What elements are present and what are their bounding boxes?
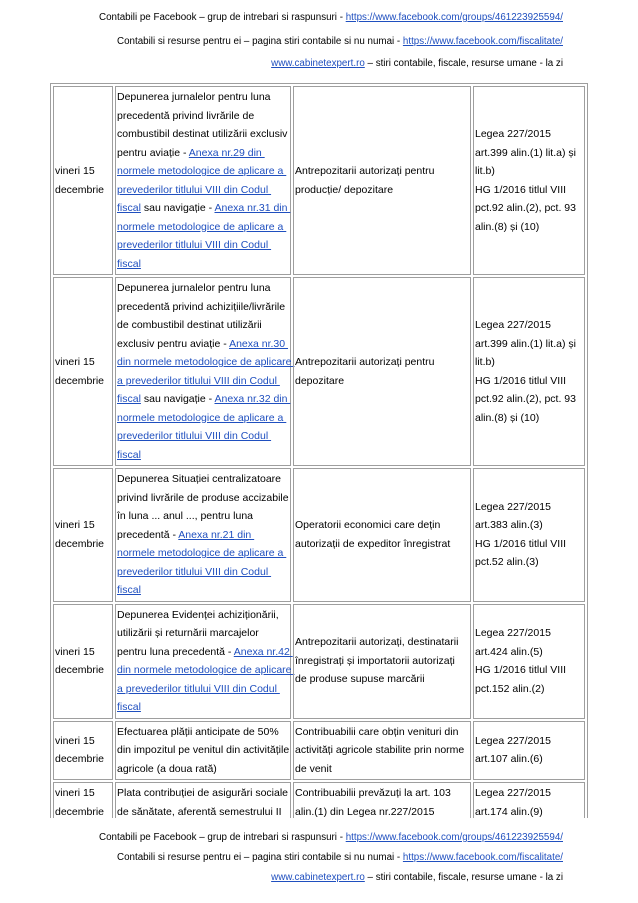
header-facebook-group-link[interactable]: https://www.facebook.com/groups/461223925594/ xyxy=(345,12,563,23)
legal-basis-line: Legea 227/2015 xyxy=(475,500,551,513)
legal-basis-cell xyxy=(473,604,585,719)
obligation-line xyxy=(117,353,295,372)
legal-basis-line: lit.b) xyxy=(475,165,495,177)
annex-link[interactable]: a prevederilor titlului VIII din Codul xyxy=(117,682,280,695)
obligation-line xyxy=(117,236,289,255)
annex-link[interactable]: prevederilor titlului VIII din Codul xyxy=(117,565,272,578)
obligation-cell xyxy=(115,782,291,818)
deadline-table xyxy=(50,83,588,818)
legal-basis-line: pct.152 alin.(2) xyxy=(475,682,545,695)
deadline-table-viewport xyxy=(50,83,588,818)
taxpayers-line: Contribuabilii care obțin venituri din xyxy=(295,725,459,738)
legal-basis-line: art.424 alin.(5) xyxy=(475,645,543,658)
date-line: decembrie xyxy=(55,664,105,676)
obligation-line: Depunerea Evidenței achiziționării, xyxy=(117,608,279,621)
date-cell xyxy=(53,782,113,818)
taxpayers-cell xyxy=(293,277,471,466)
taxpayers-line: depozitare xyxy=(295,374,345,387)
obligation-line xyxy=(117,544,289,563)
obligation-line xyxy=(117,335,289,354)
taxpayers-line: Antrepozitarii autorizați pentru xyxy=(295,165,435,177)
annex-link[interactable]: normele metodologice de aplicare a xyxy=(117,220,287,233)
obligation-line: în luna ... anul ..., pentru luna xyxy=(117,510,254,522)
date-line: decembrie xyxy=(55,537,105,550)
obligation-line xyxy=(117,698,289,717)
obligation-line xyxy=(117,255,289,274)
legal-basis-line: art.174 alin.(9) xyxy=(475,805,543,818)
date-cell xyxy=(53,468,113,602)
obligation-line xyxy=(117,218,289,237)
obligation-line: combustibil destinat utilizării exclusiv xyxy=(117,128,288,140)
footer-facebook-page-line xyxy=(0,852,563,864)
obligation-line xyxy=(117,680,289,699)
date-line: vineri 15 xyxy=(55,787,95,799)
obligation-text: exclusiv pentru aviație - xyxy=(117,337,230,350)
obligation-line: privind livrările de produse accizabile xyxy=(117,491,289,504)
footer-facebook-page-text: Contabili si resurse pentru ei – pagina stiri contabile si nu numai - xyxy=(117,852,403,863)
table-row xyxy=(53,86,585,275)
annex-link[interactable]: Anexa nr.21 din xyxy=(178,528,255,541)
obligation-line xyxy=(117,144,289,163)
obligation-line: Depunerea jurnalelor pentru luna xyxy=(117,282,271,294)
legal-basis-line: art.383 alin.(3) xyxy=(475,519,543,532)
obligation-line xyxy=(117,661,295,680)
obligation-line xyxy=(117,446,289,465)
date-line: decembrie xyxy=(55,805,105,818)
annex-link[interactable]: normele metodologice de aplicare a xyxy=(117,547,287,559)
legal-basis-line: Legea 227/2015 xyxy=(475,319,551,331)
obligation-line xyxy=(117,181,289,200)
legal-basis-line: HG 1/2016 titlul VIII xyxy=(475,664,567,676)
obligation-line xyxy=(117,162,289,181)
footer-facebook-group-line xyxy=(0,832,563,844)
taxpayers-cell xyxy=(293,721,471,781)
annex-link[interactable]: prevederilor titlului VIII din Codul xyxy=(117,183,272,196)
table-row xyxy=(53,277,585,466)
obligation-cell xyxy=(115,468,291,602)
obligation-cell xyxy=(115,604,295,719)
legal-basis-cell xyxy=(473,721,585,781)
annex-link[interactable]: Anexa nr.30 xyxy=(229,337,289,350)
legal-basis-line: HG 1/2016 titlul VIII xyxy=(475,183,567,196)
annex-link[interactable]: Anexa nr.42 xyxy=(233,645,293,658)
obligation-line xyxy=(117,372,289,391)
taxpayers-line: producție/ depozitare xyxy=(295,183,394,196)
taxpayers-line: autorizații de expeditor înregistrat xyxy=(295,537,451,550)
date-line: vineri 15 xyxy=(55,734,95,747)
date-line: vineri 15 xyxy=(55,645,95,658)
footer-facebook-group-text: Contabili pe Facebook – grup de intrebari si raspunsuri - xyxy=(99,832,346,843)
obligation-line xyxy=(117,563,289,582)
date-cell xyxy=(53,86,113,275)
taxpayers-line: înregistrați și importatorii autorizați xyxy=(295,654,455,667)
legal-basis-line: pct.52 alin.(3) xyxy=(475,556,539,569)
taxpayers-cell xyxy=(293,86,471,275)
taxpayers-line: Operatorii economici care dețin xyxy=(295,519,441,532)
annex-link[interactable]: Anexa nr.31 din xyxy=(214,202,291,214)
header-facebook-page-text: Contabili si resurse pentru ei – pagina stiri contabile si nu numai - xyxy=(117,36,403,47)
obligation-text: sau navigație - xyxy=(140,202,215,214)
annex-link[interactable]: normele metodologice de aplicare a xyxy=(117,411,287,424)
obligation-line xyxy=(117,581,289,600)
annex-link[interactable]: prevederilor titlului VIII din Codul xyxy=(117,239,272,251)
taxpayers-line: de produse supuse marcării xyxy=(295,673,425,686)
footer-facebook-group-link[interactable]: https://www.facebook.com/groups/461223925594/ xyxy=(345,832,563,843)
table-row xyxy=(53,721,585,781)
taxpayers-cell xyxy=(293,782,471,818)
date-cell xyxy=(53,721,113,781)
obligation-line xyxy=(117,643,293,662)
footer-website-link[interactable]: www.cabinetexpert.ro xyxy=(271,872,365,883)
legal-basis-line: alin.(8) și (10) xyxy=(475,411,540,424)
date-line: decembrie xyxy=(55,374,105,387)
date-line: vineri 15 xyxy=(55,519,95,532)
taxpayers-line: Antrepozitarii autorizați pentru xyxy=(295,356,435,368)
legal-basis-line: pct.92 alin.(2), pct. 93 xyxy=(475,202,576,214)
legal-basis-line: art.107 alin.(6) xyxy=(475,753,543,766)
obligation-cell xyxy=(115,721,291,781)
obligation-line: precedentă privind achizițiile/livrările xyxy=(117,300,286,313)
header-facebook-page-line xyxy=(0,36,563,48)
obligation-text: precedentă - xyxy=(117,528,179,541)
legal-basis-line: art.399 alin.(1) lit.a) și xyxy=(475,337,576,350)
annex-link[interactable]: prevederilor titlului VIII din Codul xyxy=(117,430,272,442)
date-line: vineri 15 xyxy=(55,356,95,368)
legal-basis-line: pct.92 alin.(2), pct. 93 xyxy=(475,393,576,405)
obligation-line xyxy=(117,526,289,545)
annex-link[interactable]: din normele metodologice de aplicare xyxy=(117,356,295,368)
obligation-line: Depunerea Situației centralizatoare xyxy=(117,473,282,485)
obligation-line: Depunerea jurnalelor pentru luna xyxy=(117,91,271,103)
date-line: vineri 15 xyxy=(55,165,95,177)
taxpayers-line: alin.(1) din Legea nr.227/2015 xyxy=(295,805,435,818)
date-cell xyxy=(53,604,113,719)
obligation-text: sau navigație - xyxy=(140,393,215,405)
annex-link[interactable]: a prevederilor titlului VIII din Codul xyxy=(117,374,280,387)
obligation-cell xyxy=(115,86,291,275)
legal-basis-line: Legea 227/2015 xyxy=(475,627,551,639)
annex-link[interactable]: fiscal xyxy=(117,701,141,713)
taxpayers-cell xyxy=(293,468,471,602)
obligation-line xyxy=(117,390,289,409)
annex-link[interactable]: fiscal xyxy=(117,257,141,270)
obligation-cell xyxy=(115,277,295,466)
date-line: decembrie xyxy=(55,753,105,766)
taxpayers-line: Antrepozitarii autorizați, destinatarii xyxy=(295,636,459,649)
legal-basis-line: lit.b) xyxy=(475,356,495,368)
header-website-link[interactable]: www.cabinetexpert.ro xyxy=(271,58,365,69)
legal-basis-line: Legea 227/2015 xyxy=(475,734,551,747)
annex-link[interactable]: Anexa nr.32 din xyxy=(214,393,291,405)
annex-link[interactable]: fiscal xyxy=(117,584,141,596)
header-facebook-group-text: Contabili pe Facebook – grup de intrebari si raspunsuri - xyxy=(99,12,346,23)
legal-basis-line: Legea 227/2015 xyxy=(475,128,551,140)
legal-basis-line: Legea 227/2015 xyxy=(475,787,551,799)
legal-basis-cell xyxy=(473,277,585,466)
obligation-line: din impozitul pe venitul din activitățile xyxy=(117,744,290,756)
annex-link[interactable]: Anexa nr.29 din xyxy=(188,146,265,159)
legal-basis-cell xyxy=(473,468,585,602)
legal-basis-cell xyxy=(473,86,585,275)
header-website-line xyxy=(0,58,563,70)
obligation-line: de combustibil destinat utilizării xyxy=(117,319,262,331)
obligation-line: agricole (a doua rată) xyxy=(117,762,217,775)
table-row xyxy=(53,604,585,719)
obligation-line xyxy=(117,199,289,218)
table-row xyxy=(53,468,585,602)
footer-facebook-page-link[interactable]: https://www.facebook.com/fiscalitate/ xyxy=(402,852,563,863)
legal-basis-line: HG 1/2016 titlul VIII xyxy=(475,537,567,550)
header-website-text: – stiri contabile, fiscale, resurse umane - la zi xyxy=(364,58,563,69)
taxpayers-line: de venit xyxy=(295,762,332,775)
taxpayers-line: activități agricole stabilite prin norme xyxy=(295,744,465,756)
date-line: decembrie xyxy=(55,183,105,196)
annex-link[interactable]: fiscal xyxy=(117,202,141,214)
obligation-line: Plata contribuției de asigurări sociale xyxy=(117,787,289,799)
table-row xyxy=(53,782,585,818)
obligation-line: Efectuarea plății anticipate de 50% xyxy=(117,725,279,738)
header-facebook-group-line xyxy=(0,12,563,24)
annex-link[interactable]: normele metodologice de aplicare a xyxy=(117,165,287,177)
obligation-line xyxy=(117,409,289,428)
obligation-line xyxy=(117,427,289,446)
taxpayers-cell xyxy=(293,604,471,719)
annex-link[interactable]: din normele metodologice de aplicare xyxy=(117,664,295,676)
obligation-text: pentru aviație - xyxy=(117,146,189,159)
obligation-line: utilizării și returnării marcajelor xyxy=(117,627,259,639)
annex-link[interactable]: fiscal xyxy=(117,448,141,461)
obligation-line: precedentă privind livrările de xyxy=(117,109,255,122)
obligation-line: de sănătate, aferentă semestrului II xyxy=(117,805,282,818)
taxpayers-line: Contribuabilii prevăzuți la art. 103 xyxy=(295,787,451,799)
legal-basis-cell xyxy=(473,782,585,818)
legal-basis-line: HG 1/2016 titlul VIII xyxy=(475,374,567,387)
obligation-text: pentru luna precedentă - xyxy=(117,645,234,658)
annex-link[interactable]: fiscal xyxy=(117,393,141,405)
legal-basis-line: alin.(8) și (10) xyxy=(475,220,540,233)
header-facebook-page-link[interactable]: https://www.facebook.com/fiscalitate/ xyxy=(402,36,563,47)
footer-website-text: – stiri contabile, fiscale, resurse umane - la zi xyxy=(364,872,563,883)
date-cell xyxy=(53,277,113,466)
legal-basis-line: art.399 alin.(1) lit.a) și xyxy=(475,146,576,159)
footer-website-line xyxy=(0,872,563,884)
